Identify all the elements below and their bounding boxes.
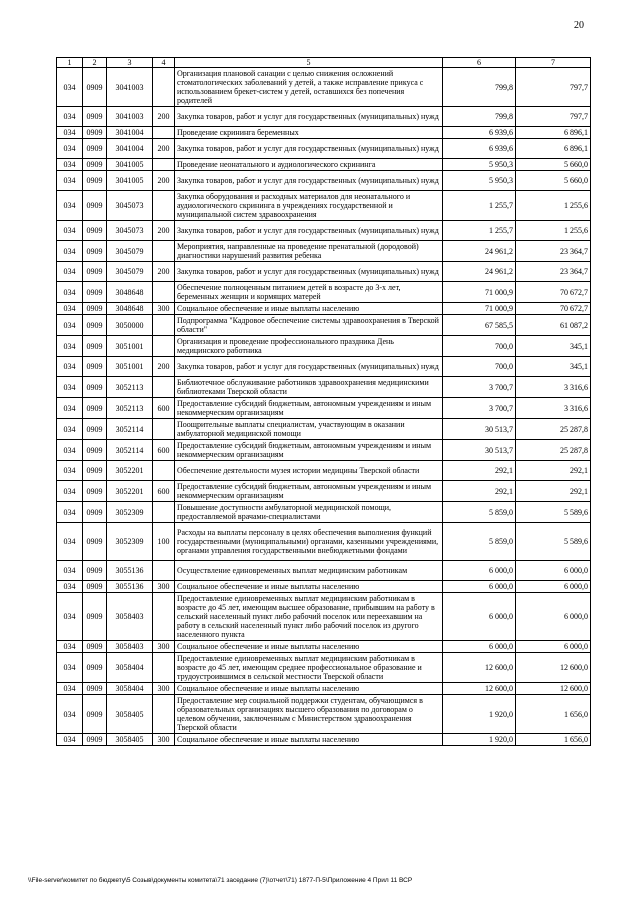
cell-expense-type: 200	[153, 139, 175, 159]
cell-section-code: 0909	[83, 502, 107, 523]
table-row	[57, 191, 591, 221]
cell-admin-code: 034	[57, 593, 83, 641]
cell-expense-type	[153, 127, 175, 139]
cell-planned-amount: 1 255,7	[443, 221, 516, 241]
cell-planned-amount: 1 920,0	[443, 695, 516, 734]
cell-admin-code: 034	[57, 523, 83, 561]
cell-description: Закупка товаров, работ и услуг для государственных (муниципальных) нужд	[175, 139, 443, 159]
table-row	[57, 523, 591, 561]
cell-actual-amount: 797,7	[516, 107, 591, 127]
cell-admin-code: 034	[57, 683, 83, 695]
cell-expense-type: 600	[153, 481, 175, 502]
cell-description: Закупка оборудования и расходных материалов для неонатального и аудиологического скрининга в учреждениях государственной и муниципальной систем здравоохранения	[175, 191, 443, 221]
cell-description: Предоставление мер социальной поддержки студентам, обучающимся в образовательных организациях высшего образования по договорам о целевом обучении, заключенным с Министерством здравоохранения Тверской области	[175, 695, 443, 734]
cell-section-code: 0909	[83, 523, 107, 561]
cell-actual-amount: 3 316,6	[516, 398, 591, 419]
cell-section-code: 0909	[83, 653, 107, 683]
cell-admin-code: 034	[57, 561, 83, 581]
table-row	[57, 461, 591, 481]
cell-description: Осуществление единовременных выплат медицинским работникам	[175, 561, 443, 581]
cell-planned-amount: 1 255,7	[443, 191, 516, 221]
cell-admin-code: 034	[57, 221, 83, 241]
cell-target-code: 3045079	[107, 262, 153, 282]
cell-section-code: 0909	[83, 262, 107, 282]
cell-planned-amount: 3 700,7	[443, 377, 516, 398]
cell-target-code: 3052113	[107, 377, 153, 398]
cell-section-code: 0909	[83, 461, 107, 481]
cell-description: Предоставление единовременных выплат медицинским работникам в возрасте до 45 лет, имеющим высшее образование, прибывшим на работу в сельский населенный пункт либо рабочий поселок или переехавшим на работу в сельский населенный пункт либо рабочий поселок из другого населенного пункта	[175, 593, 443, 641]
cell-section-code: 0909	[83, 734, 107, 746]
cell-description: Предоставление субсидий бюджетным, автономным учреждениям и иным некоммерческим организациям	[175, 398, 443, 419]
header-col-2: 2	[83, 58, 107, 68]
cell-expense-type: 200	[153, 221, 175, 241]
cell-description: Обеспечение полноценным питанием детей в возрасте до 3-х лет, беременных женщин и кормящих матерей	[175, 282, 443, 303]
cell-planned-amount: 799,8	[443, 68, 516, 107]
cell-section-code: 0909	[83, 357, 107, 377]
cell-description: Предоставление единовременных выплат медицинским работникам в возрасте до 45 лет, имеющим среднее профессиональное образование и трудоустроившимся в сельской местности Тверской области	[175, 653, 443, 683]
cell-planned-amount: 6 939,6	[443, 127, 516, 139]
cell-target-code: 3058405	[107, 695, 153, 734]
cell-planned-amount: 30 513,7	[443, 419, 516, 440]
cell-planned-amount: 67 585,5	[443, 315, 516, 336]
table-row	[57, 502, 591, 523]
cell-description: Социальное обеспечение и иные выплаты населению	[175, 581, 443, 593]
cell-expense-type	[153, 68, 175, 107]
header-col-7: 7	[516, 58, 591, 68]
cell-actual-amount: 5 589,6	[516, 523, 591, 561]
cell-planned-amount: 6 000,0	[443, 641, 516, 653]
cell-target-code: 3052113	[107, 398, 153, 419]
cell-expense-type	[153, 315, 175, 336]
cell-admin-code: 034	[57, 653, 83, 683]
cell-target-code: 3041003	[107, 68, 153, 107]
cell-actual-amount: 61 087,2	[516, 315, 591, 336]
cell-actual-amount: 6 000,0	[516, 593, 591, 641]
cell-expense-type: 300	[153, 641, 175, 653]
cell-admin-code: 034	[57, 695, 83, 734]
cell-section-code: 0909	[83, 593, 107, 641]
cell-planned-amount: 30 513,7	[443, 440, 516, 461]
table-row	[57, 107, 591, 127]
cell-target-code: 3041005	[107, 171, 153, 191]
cell-admin-code: 034	[57, 315, 83, 336]
cell-admin-code: 034	[57, 398, 83, 419]
cell-expense-type	[153, 336, 175, 357]
cell-section-code: 0909	[83, 581, 107, 593]
cell-admin-code: 034	[57, 336, 83, 357]
cell-target-code: 3048648	[107, 303, 153, 315]
cell-admin-code: 034	[57, 191, 83, 221]
cell-section-code: 0909	[83, 398, 107, 419]
cell-target-code: 3052201	[107, 481, 153, 502]
cell-actual-amount: 6 896,1	[516, 139, 591, 159]
cell-section-code: 0909	[83, 241, 107, 262]
cell-description: Организация и проведение профессионального праздника День медицинского работника	[175, 336, 443, 357]
cell-admin-code: 034	[57, 171, 83, 191]
cell-expense-type	[153, 593, 175, 641]
cell-admin-code: 034	[57, 68, 83, 107]
cell-expense-type	[153, 191, 175, 221]
cell-planned-amount: 24 961,2	[443, 241, 516, 262]
cell-description: Социальное обеспечение и иные выплаты населению	[175, 641, 443, 653]
cell-target-code: 3045073	[107, 191, 153, 221]
cell-target-code: 3041005	[107, 159, 153, 171]
cell-planned-amount: 5 859,0	[443, 502, 516, 523]
cell-target-code: 3045079	[107, 241, 153, 262]
cell-actual-amount: 12 600,0	[516, 653, 591, 683]
table-row	[57, 357, 591, 377]
cell-section-code: 0909	[83, 282, 107, 303]
cell-admin-code: 034	[57, 377, 83, 398]
cell-description: Поощрительные выплаты специалистам, участвующим в оказании амбулаторной медицинской помощи	[175, 419, 443, 440]
cell-target-code: 3045073	[107, 221, 153, 241]
cell-section-code: 0909	[83, 159, 107, 171]
cell-actual-amount: 70 672,7	[516, 282, 591, 303]
cell-admin-code: 034	[57, 581, 83, 593]
cell-description: Расходы на выплаты персоналу в целях обеспечения выполнения функций государственными (муниципальными) органами, казенными учреждениями, органами управления государственными внебюджетными фондами	[175, 523, 443, 561]
cell-description: Предоставление субсидий бюджетным, автономным учреждениям и иным некоммерческим организациям	[175, 481, 443, 502]
cell-admin-code: 034	[57, 481, 83, 502]
cell-admin-code: 034	[57, 440, 83, 461]
cell-section-code: 0909	[83, 695, 107, 734]
page-number: 20	[574, 20, 584, 31]
cell-planned-amount: 6 939,6	[443, 139, 516, 159]
table-row	[57, 221, 591, 241]
cell-admin-code: 034	[57, 262, 83, 282]
cell-target-code: 3058403	[107, 593, 153, 641]
cell-actual-amount: 1 656,0	[516, 695, 591, 734]
table-row	[57, 127, 591, 139]
cell-target-code: 3041004	[107, 139, 153, 159]
table-row	[57, 139, 591, 159]
cell-planned-amount: 6 000,0	[443, 581, 516, 593]
cell-description: Мероприятия, направленные на проведение пренатальной (дородовой) диагностики нарушений развития ребенка	[175, 241, 443, 262]
table-row	[57, 282, 591, 303]
table-row	[57, 440, 591, 461]
cell-target-code: 3058403	[107, 641, 153, 653]
cell-expense-type	[153, 695, 175, 734]
cell-target-code: 3055136	[107, 561, 153, 581]
cell-admin-code: 034	[57, 139, 83, 159]
cell-planned-amount: 5 859,0	[443, 523, 516, 561]
cell-actual-amount: 6 000,0	[516, 581, 591, 593]
cell-admin-code: 034	[57, 734, 83, 746]
cell-expense-type	[153, 461, 175, 481]
cell-actual-amount: 25 287,8	[516, 419, 591, 440]
cell-expense-type	[153, 419, 175, 440]
cell-admin-code: 034	[57, 159, 83, 171]
cell-description: Организация плановой санации с целью снижения осложнений стоматологических заболеваний у детей, а также исправление прикуса с использованием брекет-систем у детей, оставшихся без попечения родителей	[175, 68, 443, 107]
cell-expense-type	[153, 159, 175, 171]
cell-admin-code: 034	[57, 419, 83, 440]
table-row	[57, 262, 591, 282]
table-row	[57, 561, 591, 581]
cell-actual-amount: 292,1	[516, 461, 591, 481]
cell-target-code: 3051001	[107, 357, 153, 377]
cell-expense-type: 100	[153, 523, 175, 561]
cell-description: Социальное обеспечение и иные выплаты населению	[175, 734, 443, 746]
cell-planned-amount: 5 950,3	[443, 171, 516, 191]
table-row	[57, 419, 591, 440]
cell-expense-type	[153, 377, 175, 398]
table-row	[57, 695, 591, 734]
cell-planned-amount: 5 950,3	[443, 159, 516, 171]
cell-description: Повышение доступности амбулаторной медицинской помощи, предоставляемой врачами-специалистами	[175, 502, 443, 523]
cell-target-code: 3058404	[107, 653, 153, 683]
cell-actual-amount: 5 589,6	[516, 502, 591, 523]
cell-expense-type	[153, 502, 175, 523]
table-row	[57, 241, 591, 262]
cell-admin-code: 034	[57, 303, 83, 315]
cell-description: Социальное обеспечение и иные выплаты населению	[175, 683, 443, 695]
cell-section-code: 0909	[83, 336, 107, 357]
cell-description: Предоставление субсидий бюджетным, автономным учреждениям и иным некоммерческим организациям	[175, 440, 443, 461]
cell-actual-amount: 1 255,6	[516, 221, 591, 241]
cell-target-code: 3052201	[107, 461, 153, 481]
cell-description: Подпрограмма "Кадровое обеспечение системы здравоохранения в Тверской области"	[175, 315, 443, 336]
cell-expense-type	[153, 282, 175, 303]
cell-actual-amount: 345,1	[516, 357, 591, 377]
cell-expense-type: 300	[153, 303, 175, 315]
cell-description: Библиотечное обслуживание работников здравоохранения медицинскими библиотеками Тверской области	[175, 377, 443, 398]
cell-section-code: 0909	[83, 127, 107, 139]
cell-description: Закупка товаров, работ и услуг для государственных (муниципальных) нужд	[175, 262, 443, 282]
cell-actual-amount: 797,7	[516, 68, 591, 107]
cell-expense-type: 200	[153, 107, 175, 127]
table-row	[57, 315, 591, 336]
table-row	[57, 336, 591, 357]
cell-description: Проведение скрининга беременных	[175, 127, 443, 139]
cell-description: Закупка товаров, работ и услуг для государственных (муниципальных) нужд	[175, 171, 443, 191]
header-col-5: 5	[175, 58, 443, 68]
cell-planned-amount: 6 000,0	[443, 593, 516, 641]
cell-admin-code: 034	[57, 107, 83, 127]
cell-planned-amount: 71 000,9	[443, 303, 516, 315]
table-row	[57, 303, 591, 315]
cell-section-code: 0909	[83, 221, 107, 241]
cell-planned-amount: 700,0	[443, 336, 516, 357]
cell-actual-amount: 6 000,0	[516, 561, 591, 581]
cell-admin-code: 034	[57, 357, 83, 377]
cell-expense-type: 300	[153, 581, 175, 593]
cell-admin-code: 034	[57, 502, 83, 523]
cell-description: Закупка товаров, работ и услуг для государственных (муниципальных) нужд	[175, 221, 443, 241]
cell-description: Социальное обеспечение и иные выплаты населению	[175, 303, 443, 315]
cell-target-code: 3048648	[107, 282, 153, 303]
cell-target-code: 3052309	[107, 523, 153, 561]
cell-target-code: 3052309	[107, 502, 153, 523]
cell-expense-type: 200	[153, 262, 175, 282]
cell-expense-type	[153, 241, 175, 262]
cell-admin-code: 034	[57, 282, 83, 303]
cell-expense-type: 300	[153, 683, 175, 695]
header-col-6: 6	[443, 58, 516, 68]
cell-actual-amount: 5 660,0	[516, 159, 591, 171]
cell-actual-amount: 23 364,7	[516, 241, 591, 262]
cell-actual-amount: 6 896,1	[516, 127, 591, 139]
cell-actual-amount: 1 656,0	[516, 734, 591, 746]
cell-expense-type	[153, 561, 175, 581]
cell-planned-amount: 3 700,7	[443, 398, 516, 419]
cell-actual-amount: 70 672,7	[516, 303, 591, 315]
header-col-3: 3	[107, 58, 153, 68]
table-row	[57, 734, 591, 746]
cell-planned-amount: 71 000,9	[443, 282, 516, 303]
cell-section-code: 0909	[83, 139, 107, 159]
table-row	[57, 171, 591, 191]
table-header-row	[57, 58, 591, 68]
cell-section-code: 0909	[83, 683, 107, 695]
cell-target-code: 3041003	[107, 107, 153, 127]
cell-section-code: 0909	[83, 641, 107, 653]
cell-description: Закупка товаров, работ и услуг для государственных (муниципальных) нужд	[175, 107, 443, 127]
cell-actual-amount: 5 660,0	[516, 171, 591, 191]
cell-target-code: 3058405	[107, 734, 153, 746]
cell-section-code: 0909	[83, 440, 107, 461]
cell-description: Обеспечение деятельности музея истории медицины Тверской области	[175, 461, 443, 481]
cell-expense-type: 300	[153, 734, 175, 746]
cell-planned-amount: 12 600,0	[443, 683, 516, 695]
table-row	[57, 683, 591, 695]
cell-admin-code: 034	[57, 641, 83, 653]
header-col-1: 1	[57, 58, 83, 68]
table-row	[57, 68, 591, 107]
table-row	[57, 398, 591, 419]
cell-planned-amount: 292,1	[443, 481, 516, 502]
cell-target-code: 3041004	[107, 127, 153, 139]
cell-actual-amount: 12 600,0	[516, 683, 591, 695]
cell-target-code: 3050000	[107, 315, 153, 336]
cell-target-code: 3052114	[107, 419, 153, 440]
cell-actual-amount: 25 287,8	[516, 440, 591, 461]
cell-target-code: 3055136	[107, 581, 153, 593]
table-row	[57, 159, 591, 171]
cell-expense-type: 600	[153, 398, 175, 419]
header-col-4: 4	[153, 58, 175, 68]
cell-actual-amount: 3 316,6	[516, 377, 591, 398]
cell-target-code: 3058404	[107, 683, 153, 695]
table-row	[57, 653, 591, 683]
table-row	[57, 581, 591, 593]
footer-file-path: \\File-server\комитет по бюджету\5 Созыв\документы комитета\71 заседание (7)\отчет\71) 1877-П-5\Приложение 4 Прил 11 ВСР	[28, 877, 413, 884]
cell-section-code: 0909	[83, 561, 107, 581]
cell-actual-amount: 6 000,0	[516, 641, 591, 653]
table-row	[57, 593, 591, 641]
cell-planned-amount: 24 961,2	[443, 262, 516, 282]
cell-target-code: 3052114	[107, 440, 153, 461]
cell-actual-amount: 345,1	[516, 336, 591, 357]
cell-expense-type: 200	[153, 171, 175, 191]
cell-planned-amount: 700,0	[443, 357, 516, 377]
cell-admin-code: 034	[57, 461, 83, 481]
cell-target-code: 3051001	[107, 336, 153, 357]
cell-admin-code: 034	[57, 127, 83, 139]
cell-planned-amount: 799,8	[443, 107, 516, 127]
cell-actual-amount: 23 364,7	[516, 262, 591, 282]
table-row	[57, 377, 591, 398]
cell-planned-amount: 292,1	[443, 461, 516, 481]
cell-section-code: 0909	[83, 419, 107, 440]
cell-section-code: 0909	[83, 171, 107, 191]
cell-expense-type	[153, 653, 175, 683]
cell-description: Закупка товаров, работ и услуг для государственных (муниципальных) нужд	[175, 357, 443, 377]
cell-admin-code: 034	[57, 241, 83, 262]
cell-section-code: 0909	[83, 481, 107, 502]
cell-actual-amount: 1 255,6	[516, 191, 591, 221]
cell-planned-amount: 6 000,0	[443, 561, 516, 581]
table-row	[57, 641, 591, 653]
cell-expense-type: 600	[153, 440, 175, 461]
cell-description: Проведение неонатального и аудиологического скрининга	[175, 159, 443, 171]
cell-expense-type: 200	[153, 357, 175, 377]
cell-section-code: 0909	[83, 315, 107, 336]
cell-section-code: 0909	[83, 377, 107, 398]
cell-section-code: 0909	[83, 191, 107, 221]
cell-planned-amount: 12 600,0	[443, 653, 516, 683]
cell-actual-amount: 292,1	[516, 481, 591, 502]
cell-section-code: 0909	[83, 68, 107, 107]
cell-section-code: 0909	[83, 303, 107, 315]
budget-table	[56, 57, 591, 746]
table-row	[57, 481, 591, 502]
cell-planned-amount: 1 920,0	[443, 734, 516, 746]
cell-section-code: 0909	[83, 107, 107, 127]
